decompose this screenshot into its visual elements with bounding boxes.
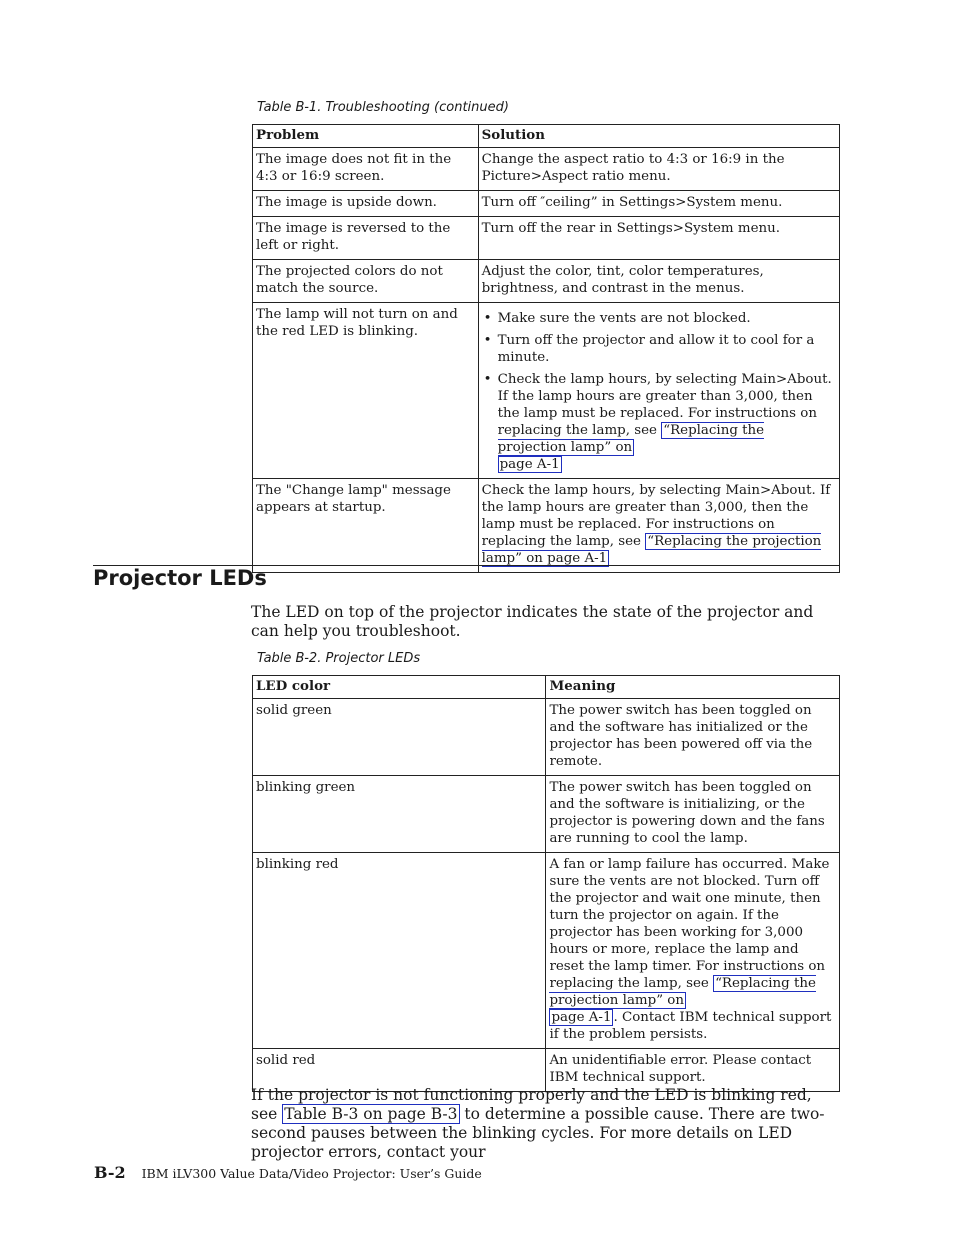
section-heading: Projector LEDs bbox=[93, 566, 267, 590]
page-number: B-2 bbox=[94, 1163, 126, 1182]
table-row bbox=[253, 191, 840, 217]
list-item bbox=[482, 310, 835, 327]
list-item-text: Check the lamp hours, by selecting Main>About. If the lamp hours are greater than 3,000, then the lamp must be replaced. For instructions on replacing the lamp, see bbox=[497, 372, 832, 438]
led-color-cell: blinking red bbox=[253, 853, 546, 1049]
problem-cell: The lamp will not turn on and the red LED is blinking. bbox=[253, 303, 479, 479]
list-item bbox=[482, 332, 835, 366]
cross-reference-link[interactable]: “Replacing the projection lamp” on bbox=[497, 423, 765, 455]
closing-paragraph bbox=[251, 1086, 841, 1162]
column-header-problem: Problem bbox=[253, 125, 479, 148]
projector-leds-table bbox=[252, 675, 840, 1092]
list-item bbox=[482, 371, 835, 473]
column-header-meaning: Meaning bbox=[546, 676, 840, 699]
document-title: IBM iLV300 Value Data/Video Projector: User’s Guide bbox=[141, 1166, 482, 1181]
cross-reference-link[interactable]: page A-1 bbox=[551, 1010, 612, 1025]
led-color-cell: blinking green bbox=[253, 776, 546, 853]
table-row bbox=[253, 479, 840, 573]
problem-cell: The projected colors do not match the source. bbox=[253, 260, 479, 303]
solution-text: Check the lamp hours, by selecting Main>About. If the lamp hours are greater than 3,000, then the lamp must be replaced. For instructions on replacing the lamp, see bbox=[481, 483, 831, 549]
cross-reference-link[interactable]: “Replacing the projection lamp” on bbox=[549, 976, 816, 1008]
table-header-row bbox=[253, 676, 840, 699]
problem-cell: The image does not fit in the 4:3 or 16:9 screen. bbox=[253, 148, 479, 191]
table-row bbox=[253, 776, 840, 853]
table-row bbox=[253, 260, 840, 303]
solution-cell: Turn off the rear in Settings>System menu. bbox=[478, 217, 839, 260]
table-caption: Table B-2. Projector LEDs bbox=[257, 651, 421, 666]
list-item-text: Make sure the vents are not blocked. bbox=[497, 311, 751, 326]
table-row bbox=[253, 217, 840, 260]
table-header-row bbox=[253, 125, 840, 148]
meaning-text: A fan or lamp failure has occurred. Make sure the vents are not blocked. Turn off the projector and wait one minute, then turn the projector on again. If the projector has been working for 3,000 hours or more, replace the lamp and reset the lamp timer. For instructions on replacing the lamp, see bbox=[549, 857, 830, 991]
meaning-text: . Contact IBM technical support if the problem persists. bbox=[549, 1010, 832, 1042]
solution-cell bbox=[478, 479, 839, 573]
table-caption: Table B-1. Troubleshooting (continued) bbox=[257, 100, 509, 115]
paragraph-text: to determine a possible cause. There are two-second pauses between the blinking cycles. For more details on LED projector errors, contact your bbox=[251, 1105, 825, 1161]
cross-reference-link[interactable]: “Replacing the projection lamp” on page A-1 bbox=[481, 534, 822, 566]
meaning-cell: The power switch has been toggled on and the software is initializing, or the projector is powering down and the fans are running to cool the lamp. bbox=[546, 776, 840, 853]
cross-reference-link[interactable]: Table B-3 on page B-3 bbox=[284, 1105, 458, 1123]
intro-paragraph: The LED on top of the projector indicates the state of the projector and can help you troubleshoot. bbox=[251, 603, 814, 640]
paragraph-text: If the projector is not functioning properly and the LED is blinking red, see bbox=[251, 1086, 812, 1123]
cross-reference-link[interactable]: page A-1 bbox=[499, 457, 560, 472]
troubleshooting-table bbox=[252, 124, 840, 573]
solution-bullet-list bbox=[482, 310, 835, 473]
problem-cell: The "Change lamp" message appears at startup. bbox=[253, 479, 479, 573]
column-header-led-color: LED color bbox=[253, 676, 546, 699]
meaning-cell: The power switch has been toggled on and the software has initialized or the projector has been powered off via the remote. bbox=[546, 699, 840, 776]
problem-cell: The image is reversed to the left or right. bbox=[253, 217, 479, 260]
table-row bbox=[253, 148, 840, 191]
table-row bbox=[253, 853, 840, 1049]
solution-cell bbox=[478, 303, 839, 479]
solution-cell: Turn off ″ceiling” in Settings>System menu. bbox=[478, 191, 839, 217]
solution-cell: Adjust the color, tint, color temperatures, brightness, and contrast in the menus. bbox=[478, 260, 839, 303]
column-header-solution: Solution bbox=[478, 125, 839, 148]
table-row bbox=[253, 303, 840, 479]
solution-cell: Change the aspect ratio to 4:3 or 16:9 in the Picture>Aspect ratio menu. bbox=[478, 148, 839, 191]
table-row bbox=[253, 699, 840, 776]
list-item-text: Turn off the projector and allow it to cool for a minute. bbox=[497, 333, 815, 365]
page-footer bbox=[94, 1163, 482, 1182]
led-color-cell: solid green bbox=[253, 699, 546, 776]
led-color-cell: solid red bbox=[253, 1049, 546, 1092]
meaning-cell bbox=[546, 853, 840, 1049]
problem-cell: The image is upside down. bbox=[253, 191, 479, 217]
meaning-cell: An unidentifiable error. Please contact IBM technical support. bbox=[546, 1049, 840, 1092]
